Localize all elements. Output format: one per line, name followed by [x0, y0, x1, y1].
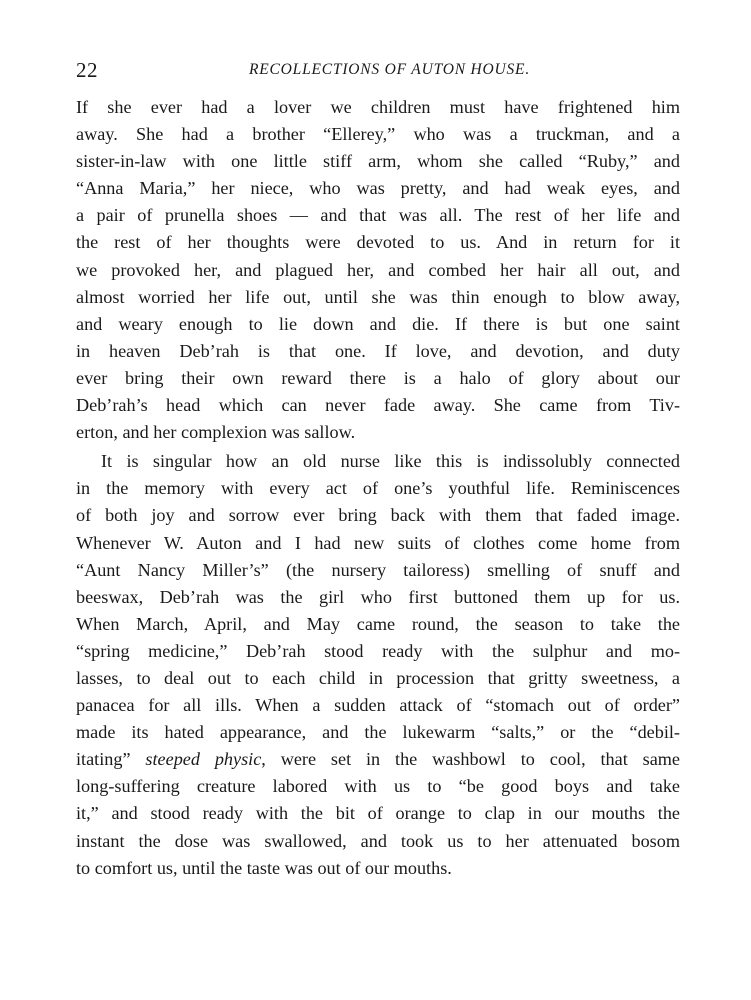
- italic-phrase: steeped physic: [145, 749, 262, 770]
- text-line: ever bring their own reward there is a halo of glory about our: [76, 367, 680, 388]
- text-line: a pair of prunella shoes — and that was all. The rest of her life and: [76, 205, 680, 226]
- text-line: away. She had a brother “Ellerey,” who was a truckman, and a: [76, 124, 680, 145]
- body-text: [76, 94, 680, 882]
- paragraph: [76, 448, 680, 882]
- running-title: RECOLLECTIONS OF AUTON HOUSE.: [249, 61, 530, 78]
- text-line: “spring medicine,” Deb’rah stood ready with the sulphur and mo-: [76, 640, 680, 661]
- text-segment: , were set in the washbowl to cool, that same: [261, 749, 681, 770]
- text-line: in heaven Deb’rah is that one. If love, and devotion, and duty: [76, 340, 680, 361]
- text-line: “Aunt Nancy Miller’s” (the nursery tailoress) smelling of snuff and: [76, 559, 680, 580]
- text-segment: itating”: [76, 749, 146, 770]
- text-line: Whenever W. Auton and I had new suits of clothes come home from: [76, 532, 680, 553]
- text-line: of both joy and sorrow ever bring back with them that faded image.: [76, 505, 680, 526]
- text-line: panacea for all ills. When a sudden attack of “stomach out of order”: [76, 695, 680, 716]
- paragraph: [76, 94, 680, 446]
- text-line: made its hated appearance, and the lukewarm “salts,” or the “debil-: [76, 722, 680, 743]
- text-line: in the memory with every act of one’s youthful life. Reminiscences: [76, 478, 680, 499]
- text-line: When March, April, and May came round, the season to take the: [76, 613, 680, 634]
- text-line: we provoked her, and plagued her, and combed her hair all out, and: [76, 259, 680, 280]
- text-line: the rest of her thoughts were devoted to us. And in return for it: [76, 232, 680, 253]
- page-header: [76, 52, 675, 88]
- text-line: If she ever had a lover we children must have frightened him: [76, 97, 680, 117]
- text-line: it,” and stood ready with the bit of orange to clap in our mouths the: [76, 803, 680, 824]
- text-line: lasses, to deal out to each child in procession that gritty sweetness, a: [76, 667, 680, 688]
- text-line: It is singular how an old nurse like this is indissolubly connected: [101, 451, 680, 472]
- text-line: almost worried her life out, until she was thin enough to blow away,: [76, 286, 680, 307]
- text-line: Deb’rah’s head which can never fade away. She came from Tiv-: [76, 395, 680, 416]
- text-line: long-suffering creature labored with us to “be good boys and take: [76, 776, 680, 797]
- page-number: 22: [76, 57, 98, 82]
- text-line: instant the dose was swallowed, and took us to her attenuated bosom: [76, 830, 680, 851]
- text-line: beeswax, Deb’rah was the girl who first buttoned them up for us.: [76, 586, 680, 607]
- text-line: “Anna Maria,” her niece, who was pretty, and had weak eyes, and: [76, 178, 680, 199]
- text-line: sister-in-law with one little stiff arm, whom she called “Ruby,” and: [76, 151, 680, 172]
- text-line: erton, and her complexion was sallow.: [76, 422, 356, 443]
- text-line: and weary enough to lie down and die. If there is but one saint: [76, 313, 680, 334]
- text-line: to comfort us, until the taste was out of our mouths.: [76, 857, 452, 878]
- text-line: [76, 746, 680, 773]
